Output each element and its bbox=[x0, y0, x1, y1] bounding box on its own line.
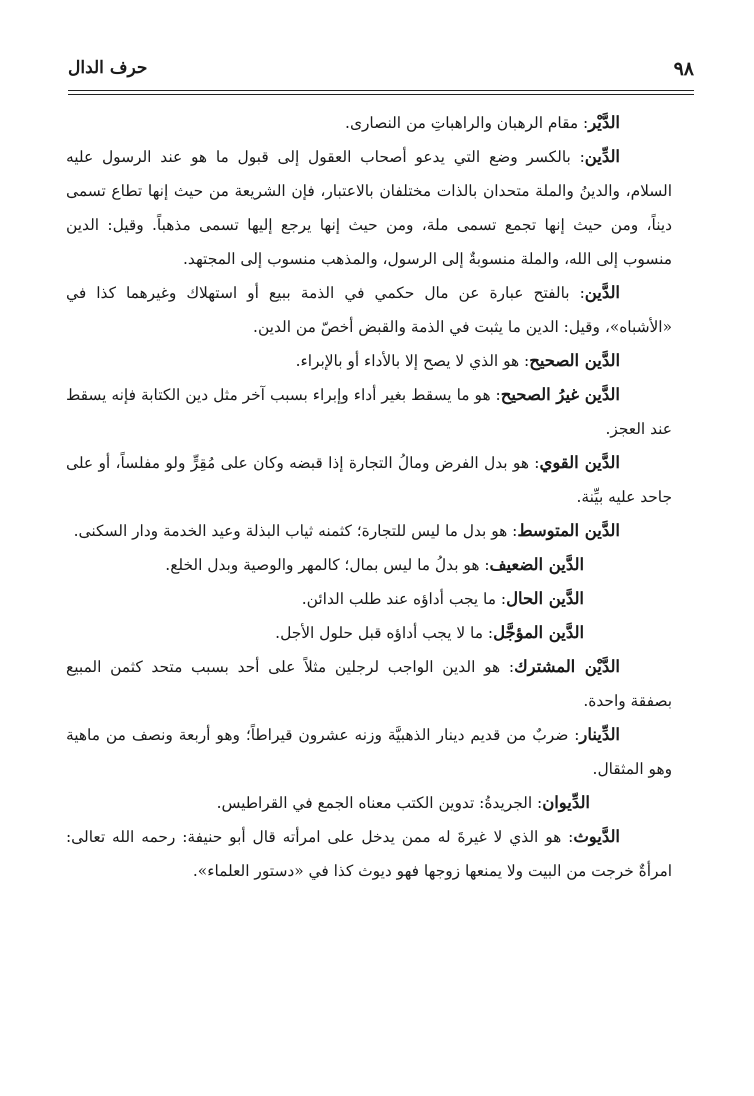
dictionary-entry bbox=[66, 582, 672, 616]
entry-term: الدَّين الضعيف bbox=[489, 555, 584, 574]
entry-term: الدَّين bbox=[584, 283, 620, 302]
dictionary-entry bbox=[66, 344, 672, 378]
entry-term: الدَّيْر bbox=[588, 113, 620, 132]
header-rule-thin bbox=[68, 94, 694, 95]
entry-term: الدَّين المتوسط bbox=[517, 521, 620, 540]
entry-definition: : هو الذي لا يصح إلا بالأداء أو بالإبراء. bbox=[295, 352, 530, 370]
entry-term: الدَّين غيرُ الصحيح bbox=[500, 385, 620, 404]
entry-definition: : ما لا يجب أداؤه قبل حلول الأجل. bbox=[275, 624, 494, 642]
entry-term: الدَّين القوي bbox=[539, 453, 620, 472]
dictionary-entry bbox=[66, 820, 672, 888]
entry-definition: : الجريدةُ: تدوين الكتب معناه الجمع في القراطيس. bbox=[216, 794, 543, 812]
dictionary-body bbox=[66, 106, 672, 888]
entry-term: الدِّين bbox=[584, 147, 620, 166]
entry-term: الدِّيوان bbox=[542, 793, 590, 812]
dictionary-entry bbox=[66, 140, 672, 276]
dictionary-entry bbox=[66, 718, 672, 786]
dictionary-entry bbox=[66, 276, 672, 344]
dictionary-entry bbox=[66, 446, 672, 514]
entry-term: الدَّين المؤجَّل bbox=[493, 623, 584, 642]
entry-definition: : بالفتح عبارة عن مال حكمي في الذمة ببيع أو استهلاك وغيرهما كذا في «الأشباه»، وقيل: الدين ما يثبت في الذمة والقبض أخصّ من الدين. bbox=[66, 284, 672, 336]
dictionary-entry bbox=[66, 106, 672, 140]
entry-definition: : ضربٌ من قديم دينار الذهبيَّة وزنه عشرون قيراطاً؛ وهو أربعة ونصف من ماهية وهو المثقال. bbox=[66, 726, 672, 778]
entry-definition: : هو الدين الواجب لرجلين مثلاً على أحد بسبب متحد كثمن المبيع بصفقة واحدة. bbox=[66, 658, 672, 710]
entry-term: الدَّيوث bbox=[573, 827, 620, 846]
header-rule bbox=[68, 90, 694, 91]
dictionary-entry bbox=[66, 548, 672, 582]
entry-definition: : هو بدل ما ليس للتجارة؛ كثمنه ثياب البذلة وعيد الخدمة ودار السكنى. bbox=[73, 522, 518, 540]
entry-definition: : مقام الرهبان والراهباتِ من النصارى. bbox=[345, 114, 589, 132]
entry-definition: : بالكسر وضع التي يدعو أصحاب العقول إلى قبول ما هو عند الرسول عليه السلام، والدينُ والملة متحدان بالذات مختلفان بالاعتبار، فإن الشريعة من حيث إنها تطاع تسمى ديناً، ومن حيث إنها تجمع تسمى ملة، ومن حيث إنها يرجع إليها تسمى مذهباً. وقيل: الدين منسوب إلى الله، والملة منسوبةٌ إلى الرسول، والمذهب منسوب إلى المجتهد. bbox=[66, 148, 672, 268]
entry-term: الدِّينار bbox=[579, 725, 620, 744]
dictionary-entry bbox=[66, 378, 672, 446]
entry-definition: : هو بدلُ ما ليس بمال؛ كالمهر والوصية وبدل الخلع. bbox=[165, 556, 490, 574]
entry-term: الدَّيْن المشترك bbox=[514, 657, 620, 676]
running-title: حرف الدال bbox=[68, 58, 148, 78]
page-number: ٩٨ bbox=[673, 58, 694, 80]
dictionary-entry bbox=[66, 514, 672, 548]
dictionary-entry bbox=[66, 650, 672, 718]
entry-definition: : ما يجب أداؤه عند طلب الدائن. bbox=[301, 590, 507, 608]
entry-definition: : هو ما يسقط بغير أداء وإبراء بسبب آخر مثل دين الكتابة فإنه يسقط عند العجز. bbox=[66, 386, 672, 438]
dictionary-entry bbox=[66, 616, 672, 650]
entry-definition: : هو بدل الفرض ومالُ التجارة إذا قبضه وكان على مُقِرٍّ ولو مفلساً، أو على جاحد عليه بيِّنة. bbox=[66, 454, 672, 506]
entry-term: الدَّين الصحيح bbox=[529, 351, 620, 370]
entry-term: الدَّين الحال bbox=[506, 589, 584, 608]
page-header bbox=[68, 56, 694, 88]
dictionary-entry bbox=[66, 786, 672, 820]
entry-definition: : هو الذي لا غيرةَ له ممن يدخل على امرأته قال أبو حنيفة: رحمه الله تعالى: امرأةٌ خرجت من البيت ولا يمنعها زوجها فهو ديوث كذا في «دستور العلماء». bbox=[66, 828, 672, 880]
